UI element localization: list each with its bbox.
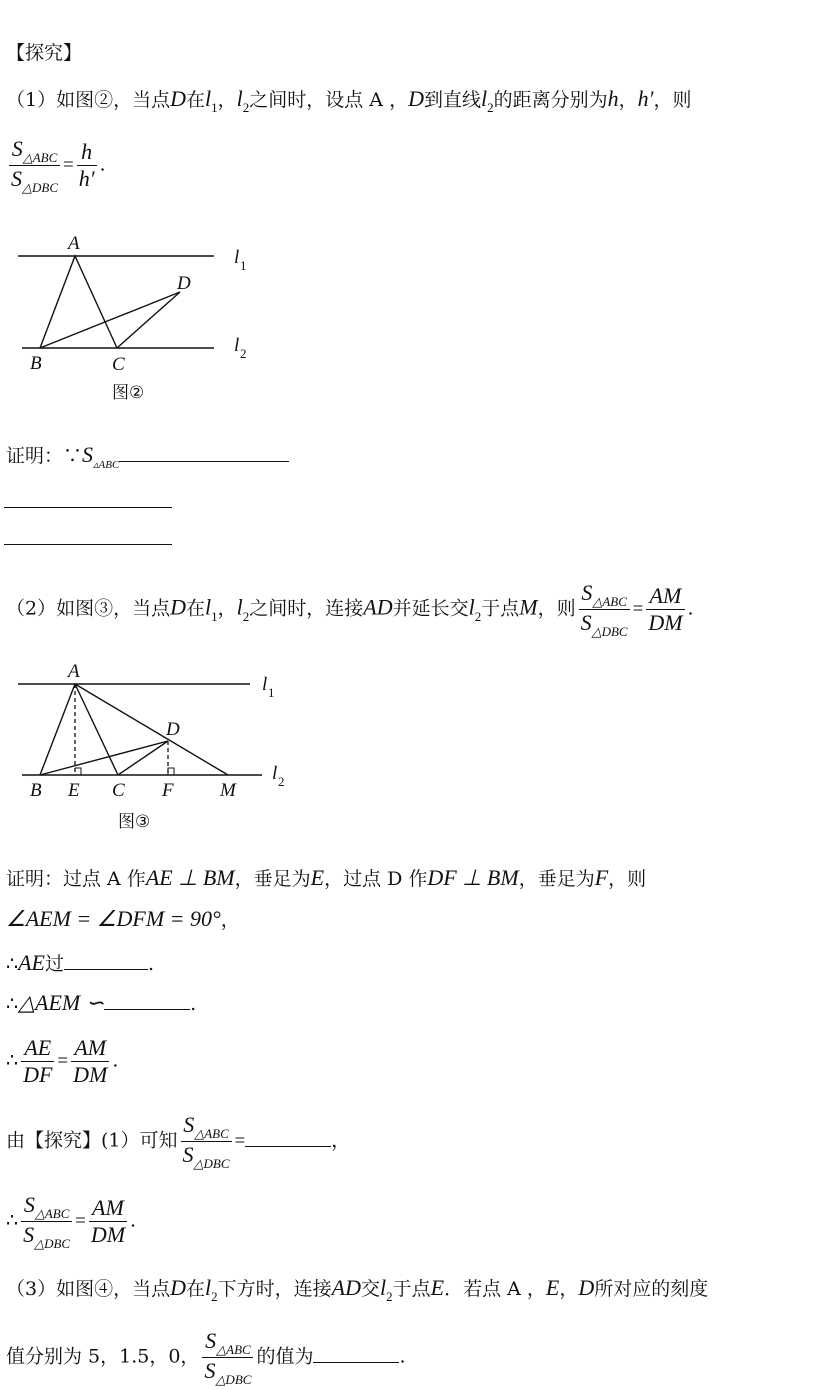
proof2-ratio-ae-df: $\frac{AE}{DF}$ [23,1035,53,1087]
proof2-blank-2[interactable] [104,991,190,1010]
q1-formula: $\frac{S_{\triangle ABC}}{S_{\triangle DBC}}$ = $\frac{h}{h'}$ . [11,136,106,195]
fig3-label-l1: l [262,674,268,695]
q1-area-ratio: $\frac{S_{\triangle ABC}}{S_{\triangle DBC}}$ [11,136,58,195]
proof1-line: 证明：$\because S_{▵ABC}$ [6,442,289,472]
q2-area-ratio: $\frac{S_{\triangle ABC}}{S_{\triangle DBC}}$ [580,580,628,639]
fig3-caption: 图③ [118,812,151,832]
fig2-label-l2: l [234,335,240,356]
fig3-label-l1-sub: 1 [268,685,275,700]
figure-2 [0,225,270,415]
fig3-label-M: M [220,780,236,801]
fig3-label-A: A [68,661,80,682]
proof2-ratio-am-dm: $\frac{AM}{DM}$ [73,1035,108,1087]
proof2-blank-1[interactable] [64,951,148,970]
q3-area-ratio: $\frac{S_{\triangle ABC}}{S_{\triangle DBC}}$ [204,1328,252,1387]
proof2-area-ratio-2: $\frac{S_{\triangle ABC}}{S_{\triangle DBC}}$ [23,1192,71,1251]
proof1-blank-line-2[interactable] [4,507,172,508]
proof2-area-ratio: $\frac{S_{\triangle ABC}}{S_{\triangle DBC}}$ [182,1112,230,1171]
fig3-label-F: F [162,780,174,801]
figure-3 [0,655,300,840]
fig3-label-B: B [30,780,42,801]
q3-statement-line-2: 值分别为 5，1.5，0， $\frac{S_{\triangle ABC}}{S_{\triangle DBC}}$ 的值为 . [6,1328,406,1387]
fig2-label-l1-sub: 1 [240,258,247,273]
fig2-label-D: D [177,273,191,294]
fig2-label-l1: l [234,247,240,268]
fig2-label-C: C [112,354,125,375]
proof1-blank-line-3[interactable] [4,544,172,545]
fig2-caption: 图② [112,383,145,403]
fig2-label-A: A [68,233,80,254]
fig3-label-C: C [112,780,125,801]
fig3-label-E: E [68,780,80,801]
proof2-line-7: ∴ $\frac{S_{\triangle ABC}}{S_{\triangle DBC}}$ = $\frac{AM}{DM}$ . [6,1192,137,1251]
fig2-label-B: B [30,353,42,374]
fig2-label-l2-sub: 2 [240,346,247,361]
proof2-line-2: ∠AEM = ∠DFM = 90°， [6,906,240,931]
q1-height-ratio: $\frac{h}{h'}$ [78,139,95,191]
q1-statement: （1）如图②，当点D在$l_1$，$l_2$之间时，设点 A ，D到直线$l_2$的距离分别为h，h′，则 [6,86,692,115]
proof2-line-5: ∴ $\frac{AE}{DF}$ = $\frac{AM}{DM}$ . [6,1035,119,1087]
proof2-line-3: ∴AE过 . [6,950,155,975]
proof2-segment-ratio: $\frac{AM}{DM}$ [90,1195,126,1247]
section-title: 【探究】 [6,42,83,64]
fig3-label-l2: l [272,763,278,784]
q3-answer-blank[interactable] [313,1344,399,1363]
fig3-label-D: D [166,719,180,740]
q3-statement-line-1: （3）如图④，当点D在$l_2$下方时，连接AD交$l_2$于点E．若点 A ，E，D所对应的刻度 [6,1275,709,1304]
proof2-line-6: 由【探究】(1）可知 $\frac{S_{\triangle ABC}}{S_{\triangle DBC}}$ = ， [6,1112,351,1171]
proof2-blank-3[interactable] [245,1128,331,1147]
proof2-line-1: 证明：过点 A 作AE ⊥ BM，垂足为E，过点 D 作DF ⊥ BM，垂足为F，则 [6,865,647,890]
fig3-label-l2-sub: 2 [278,774,285,789]
proof2-line-4: ∴△AEM ∽ . [6,990,197,1015]
q2-segment-ratio: $\frac{AM}{DM}$ [648,583,683,635]
q2-statement: （2）如图③，当点D在$l_1$，$l_2$之间时，连接AD并延长交$l_2$于点M，则 $\frac{S_{\triangle ABC}}{S_{\triangle DBC}}$ = $\frac{AM}{DM}$ . [6,580,694,639]
proof1-blank[interactable] [119,443,289,462]
